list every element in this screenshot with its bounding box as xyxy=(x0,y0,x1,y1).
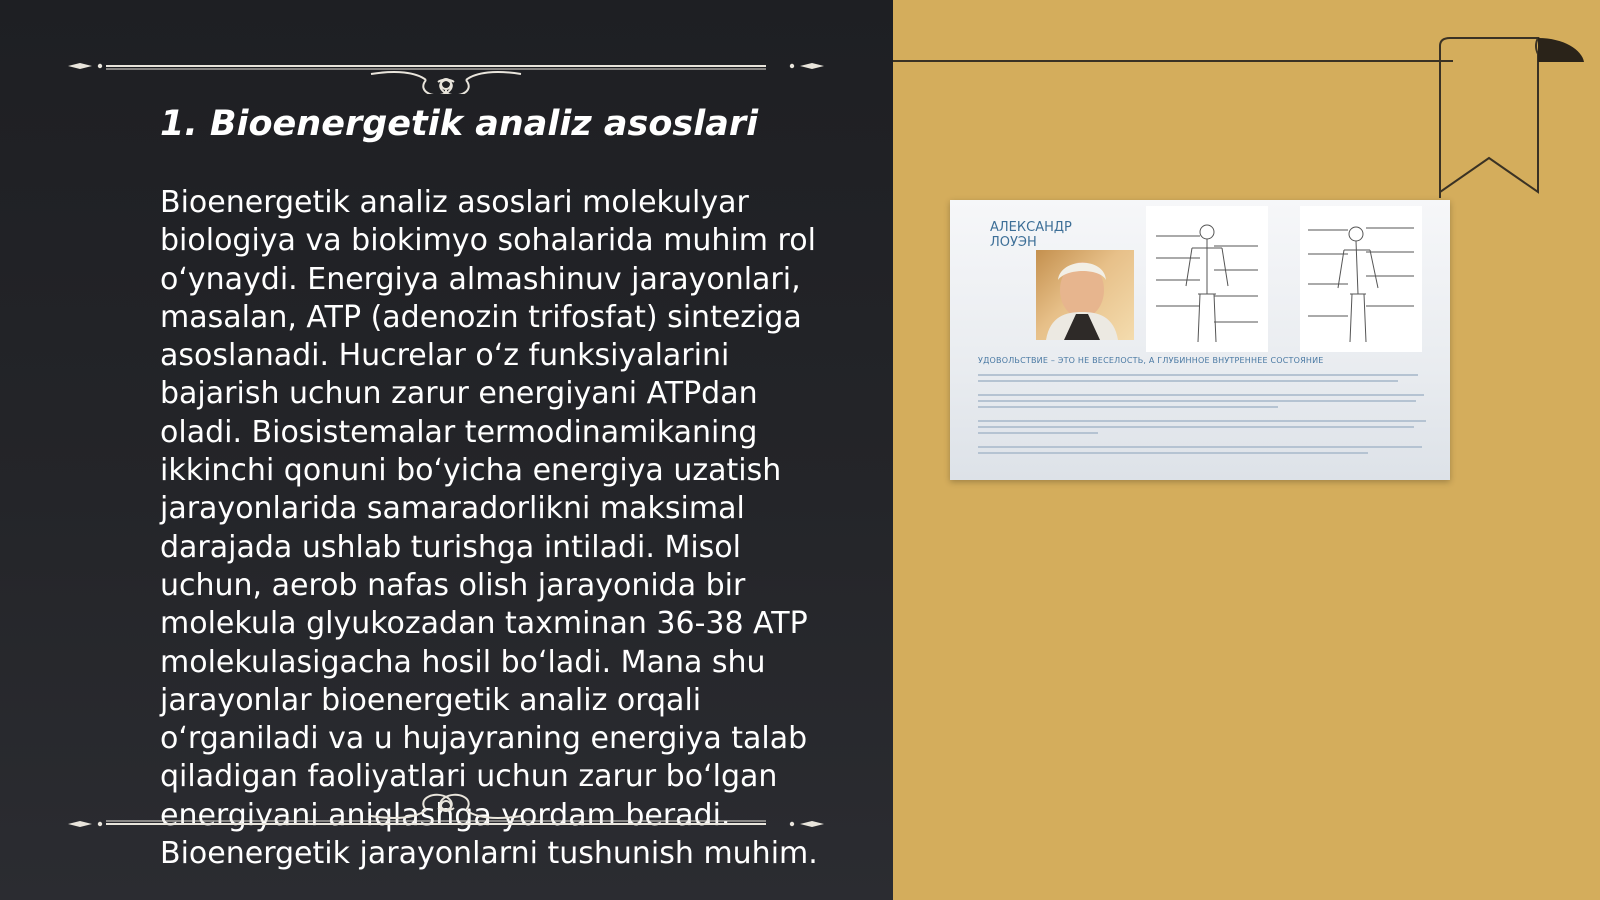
top-scroll-divider-icon xyxy=(66,44,826,94)
card-text-line xyxy=(978,420,1426,422)
bookmark-ribbon-icon xyxy=(1434,36,1600,198)
author-portrait xyxy=(1036,250,1134,340)
bottom-scroll-divider-icon xyxy=(66,788,826,838)
card-text-line xyxy=(978,406,1278,408)
slide-title: 1. Bioenergetik analiz asoslari xyxy=(160,104,759,144)
book-cover-image xyxy=(950,200,1450,480)
card-text-line xyxy=(978,380,1398,382)
card-text-line xyxy=(978,374,1418,376)
slide-body-text: Bioenergetik analiz asoslari molekulyar biologiya va biokimyo sohalarida muhim rol oʻynaydi. Energiya almashinuv jarayonlari, masalan, ATP (adenozin trifosfat) sinteziga asoslanadi. Hucrelar oʻz funksiyalarini bajarish uchun zarur energiyani ATPdan oladi. Biosistemalar termodinamikaning ikkinchi qonuni boʻyicha energiya uzatish jarayonlarida samaradorlikni maksimal darajada ushlab turishga intiladi. Misol uchun, aerob nafas olish jarayonida bir molekula glyukozadan taxminan 36-38 ATP molekulasigacha hosil boʻladi. Mana shu jarayonlar bioenergetik analiz orqali oʻrganiladi va u hujayraning energiya talab qiladigan faoliyatlari uchun zarur boʻlgan energiyani aniqlashga yordam beradi. Bioenergetik jarayonlarni tushunish muhim. xyxy=(160,185,818,872)
body-diagram-front xyxy=(1146,206,1268,352)
card-text-line xyxy=(978,394,1424,396)
card-text-line xyxy=(978,452,1368,454)
body-diagram-side xyxy=(1300,206,1422,352)
card-author-name: АЛЕКСАНДР ЛОУЭН xyxy=(990,220,1072,250)
divider-line xyxy=(893,60,1453,62)
card-text-line xyxy=(978,426,1414,428)
card-caption: УДОВОЛЬСТВИЕ – ЭТО НЕ ВЕСЕЛОСТЬ, А ГЛУБИННОЕ ВНУТРЕННЕЕ СОСТОЯНИЕ xyxy=(978,356,1324,365)
card-text-line xyxy=(978,432,1098,434)
card-text-line xyxy=(978,446,1422,448)
card-text-line xyxy=(978,400,1416,402)
